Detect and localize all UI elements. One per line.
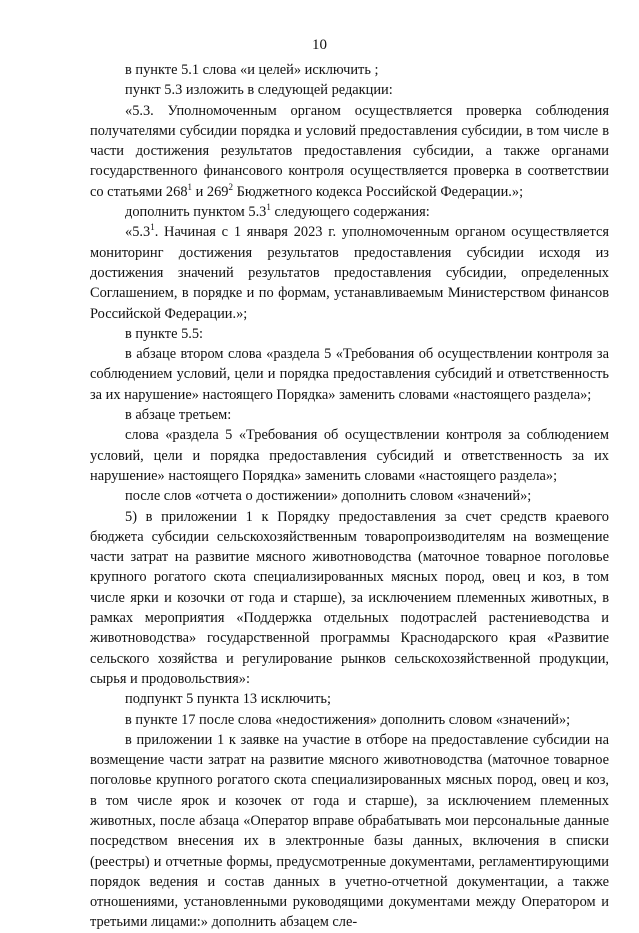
- page-number: 10: [312, 37, 327, 53]
- paragraph-5: «$5.3^1$. Начиная с 1 января 2023 г. уполномоченным органом осуществляется мониторинг достижения результатов предоставления субсидии исходя из достижения значений результатов предоставления субсидии, определенных Соглашением, в порядке и по формам, устанавливаемым Министерством финансов Российской Федерации.»;: [90, 222, 609, 322]
- paragraph-3: «5.3. Уполномоченным органом осуществляется проверка соблюдения получателями субсидии порядка и условий предоставления субсидии, в том числе в части достижения результатов предоставления субсидии, а также органами государственного финансового контроля осуществляется проверка в соответствии со статьями $268^1$ и $269^2$ Бюджетного кодекса Российской Федерации.»;: [90, 102, 609, 200]
- paragraph-12: подпункт 5 пункта 13 исключить;: [125, 691, 331, 708]
- paragraph-9: слова «раздела 5 «Требования об осуществлении контроля за соблюдением условий, цели и порядка предоставления субсидий и ответственность за их нарушение» настоящего Порядка» заменить словами «настоящего раздела»;: [90, 427, 609, 484]
- paragraph-2: пункт 5.3 изложить в следующей редакции:: [125, 82, 393, 99]
- superscript: 2: [228, 181, 233, 192]
- paragraph-7: в абзаце втором слова «раздела 5 «Требования об осуществлении контроля за соблюдением условий, цели и порядка предоставления субсидий и ответственность за их нарушение» настоящего Порядка» заменить словами «настоящего раздела»;: [90, 346, 609, 403]
- paragraph-8: в абзаце третьем:: [125, 407, 232, 424]
- superscript: 1: [150, 222, 155, 233]
- superscript: 1: [187, 181, 193, 192]
- document-body: [90, 60, 609, 933]
- paragraph-11: 5) в приложении 1 к Порядку предоставления за счет средств краевого бюджета субсидии сельскохозяйственным товаропроизводителям на возмещение части затрат на развитие мясного животноводства (маточное товарное поголовье крупного рогатого скота специализированных мясных пород, овец и коз, в том числе ярки и козочки от года и старше), за исключением племенных животных, в рамках мероприятия «Поддержка отдельных подотраслей растениеводства и животноводства» государственной программы Краснодарского края «Развитие сельского хозяйства и регулирование рынков сельскохозяйственной продукции, сырья и продовольствия»:: [90, 508, 609, 687]
- superscript: 1: [266, 202, 271, 213]
- paragraph-10: после слов «отчета о достижении» дополнить словом «значений»;: [125, 488, 532, 505]
- paragraph-13: в пункте 17 после слова «недостижения» дополнить словом «значений»;: [125, 711, 571, 728]
- paragraph-6: в пункте 5.5:: [125, 325, 204, 342]
- paragraph-1: в пункте 5.1 слова «и целей» исключить ;: [125, 62, 379, 78]
- paragraph-4: дополнить пунктом $5.3^1$ следующего содержания:: [125, 202, 430, 221]
- paragraph-14: в приложении 1 к заявке на участие в отборе на предоставление субсидии на возмещение части затрат на развитие мясного животноводства (маточное товарное поголовье крупного рогатого скота специализированных мясных пород, овец и коз, в том числе ярок и козочек от года и старше), за исключением племенных животных, после абзаца «Оператор вправе обрабатывать мои персональные данные посредством внесения их в электронные базы данных, включения в списки (реестры) и отчетные формы, предусмотренные документами, регламентирующими порядок ведения и состав данных в учетно-отчетной документации, а также отношениями, установленными руководящими документами между Оператором и третьими лицами:» дополнить абзацем сле-: [90, 731, 609, 931]
